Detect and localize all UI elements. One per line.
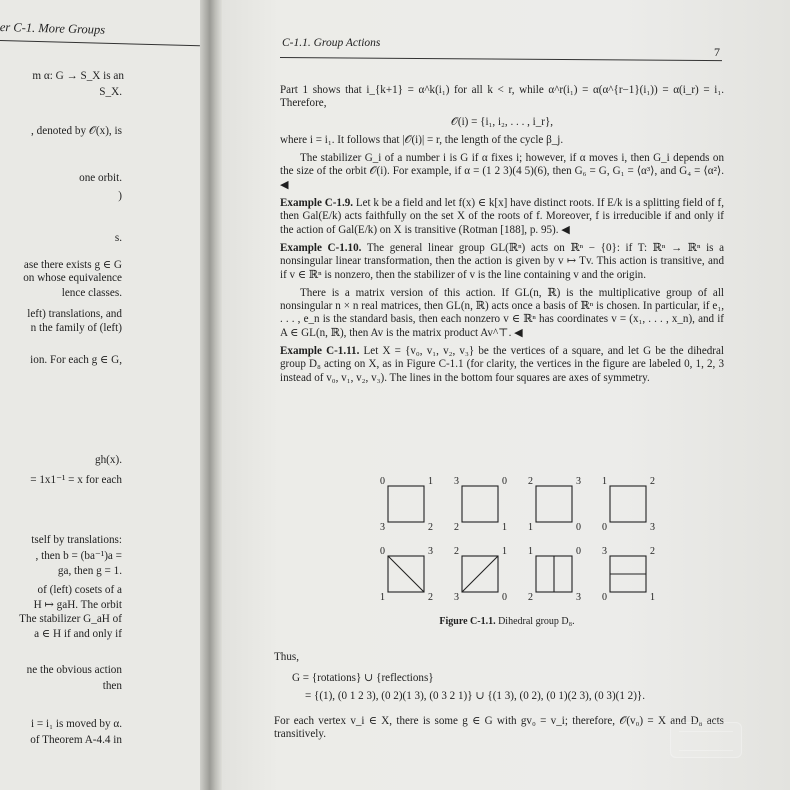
vertex-label: 3 [454, 592, 459, 603]
left-running-header: er C-1. More Groups [0, 20, 106, 37]
square-outline [462, 486, 498, 522]
dihedral-square [380, 476, 433, 533]
right-running-header: C-1.1. Group Actions [282, 37, 381, 49]
example-c-1-9-text: Let k be a field and let f(x) ∈ k[x] have distinct roots. If E/k is a splitting field of f, then Gal(E/k) acts faithfully on the set X of the roots of f. Moreover, f is irreducible if and only if the action of Gal(E/k) on X is transitive (Rotman [188], p. 95). ◀ [280, 197, 724, 236]
vertex-label: 3 [602, 546, 607, 557]
figure-dihedral-group [362, 474, 662, 634]
right-page [222, 0, 790, 790]
vertex-label: 2 [650, 476, 655, 487]
left-page-line: on whose equivalence [23, 272, 122, 284]
dihedral-square [528, 546, 581, 603]
paragraph-part1: Part 1 shows that i_{k+1} = α^k(i₁) for all k < r, while α^r(i₁) = α(α^{r−1}(i₁)) = α(i_r) = i₁. Therefore, [280, 84, 724, 110]
dihedral-square [528, 476, 581, 533]
book-gutter [200, 0, 222, 790]
example-c-1-10 [280, 242, 724, 282]
figure-caption-text: Dihedral group D₈. [498, 616, 575, 627]
example-c-1-9 [280, 197, 724, 237]
main-body-text [280, 84, 724, 390]
square-outline [388, 486, 424, 522]
example-c-1-11-text: Let X = {v₀, v₁, v₂, v₃} be the vertices of a square, and let G be the dihedral group D₈ acting on X, as in Figure C-1.1 (for clarity, the vertices in the figure are labeled 0, 1, 2, 3 instead of v₀, v₁, v₂, v₃). The lines in the bottom four squares are axes of symmetry. [280, 345, 725, 384]
example-c-1-10-label: Example C-1.10. [280, 241, 362, 254]
vertex-label: 3 [576, 592, 581, 603]
left-page-line: lence classes. [61, 287, 122, 299]
example-c-1-11 [280, 345, 724, 385]
left-page-line: , denoted by 𝒪(x), is [31, 125, 122, 137]
vertex-label: 1 [502, 546, 507, 557]
vertex-label: 0 [380, 546, 385, 557]
left-page-line: ion. For each g ∈ G, [30, 354, 122, 366]
dihedral-square [454, 476, 507, 533]
paragraph-matrix-version: There is a matrix version of this action. If GL(n, ℝ) is the multiplicative group of all nonsingular n × n real matrices, then GL(n, ℝ) acts once a basis of ℝⁿ is chosen. In particular, if e₁, . . . , e_n is the standard basis, then each nonzero v ∈ ℝⁿ has coordinates v = (x₁, . . . , x_n), and if A ∈ GL(n, ℝ), then Av is the matrix product Av^⊤. ◀ [280, 286, 724, 339]
left-page-line: a ∈ H if and only if [34, 628, 122, 640]
left-page-line: tself by translations: [31, 534, 122, 546]
example-c-1-11-label: Example C-1.11. [280, 345, 360, 358]
group-equation-line1: G = {rotations} ∪ {reflections} [292, 672, 434, 685]
left-page-line: gh(x). [94, 454, 122, 466]
paragraph-stabilizer: The stabilizer G_i of a number i is G if α fixes i; however, if α moves i, then G_i depends on the size of the orbit 𝒪(i). For example, if α = (1 2 3)(4 5)(6), then G₆ = G, G₁ = ⟨α³⟩, and G₄ = ⟨α²⟩. ◀ [280, 152, 724, 191]
vertex-label: 2 [428, 522, 433, 533]
left-page-line: of (left) cosets of a [37, 584, 122, 596]
left-page-line: i = i₁ is moved by α. [31, 718, 122, 730]
left-page-line: s. [114, 232, 122, 244]
vertex-label: 2 [528, 476, 533, 487]
example-c-1-10-text: The general linear group GL(ℝⁿ) acts on ℝⁿ − {0}: if T: ℝⁿ → ℝⁿ is a nonsingular linear transformation, then the action is given by v ↦ Tv. This action is transitive, and if v ∈ ℝⁿ is nonzero, then the stabilizer of v is the line containing v and the origin. [280, 241, 725, 281]
left-page-line: ne the obvious action [26, 664, 122, 676]
watermark-stamp [670, 722, 742, 758]
vertex-label: 2 [428, 592, 433, 603]
vertex-label: 1 [380, 592, 385, 603]
figure-caption [362, 616, 652, 627]
left-page-line: ase there exists g ∈ G [23, 259, 122, 271]
vertex-label: 0 [602, 522, 607, 533]
vertex-label: 1 [528, 546, 533, 557]
paragraph-orbit-length: where i = i₁. It follows that |𝒪(i)| = r, the length of the cycle β_j. [280, 133, 564, 146]
left-page-line: then [102, 680, 122, 692]
dihedral-square [380, 546, 433, 603]
left-header-rule [0, 40, 200, 46]
vertex-label: 1 [428, 476, 433, 487]
vertex-label: 1 [502, 522, 507, 533]
vertex-label: 2 [454, 522, 459, 533]
left-page-line: one orbit. [79, 172, 122, 184]
left-page [0, 0, 200, 790]
left-page-line: The stabilizer G_aH of [19, 613, 122, 625]
left-page-line: = 1x1⁻¹ = x for each [30, 474, 122, 486]
vertex-label: 1 [528, 522, 533, 533]
thus-word: Thus, [274, 651, 299, 663]
right-header-rule [280, 57, 722, 61]
figure-caption-label: Figure C-1.1. [439, 616, 496, 627]
conclusion-text [274, 651, 724, 741]
dihedral-squares-diagram [362, 474, 662, 614]
example-c-1-9-label: Example C-1.9. [280, 197, 354, 210]
square-outline [536, 486, 572, 522]
orbit-equation: 𝒪(i) = {i₁, i₂, . . . , i_r}, [450, 115, 554, 128]
left-page-line: H ↦ gaH. The orbit [33, 599, 122, 611]
symmetry-axis [462, 556, 498, 592]
square-outline [610, 486, 646, 522]
vertex-label: 1 [650, 592, 655, 603]
dihedral-square [602, 476, 655, 533]
left-page-line: m α: G → S_X is an [32, 70, 124, 82]
vertex-label: 2 [650, 546, 655, 557]
vertex-label: 3 [454, 476, 459, 487]
left-page-line: ga, then g = 1. [57, 565, 122, 577]
vertex-label: 0 [380, 476, 385, 487]
left-page-line: S_X. [99, 86, 122, 98]
dihedral-square [454, 546, 507, 603]
left-page-line: left) translations, and [27, 308, 122, 320]
left-page-line: ) [118, 190, 122, 202]
vertex-label: 2 [454, 546, 459, 557]
group-equation-line2: = {(1), (0 1 2 3), (0 2)(1 3), (0 3 2 1)} ∪ {(1 3), (0 2), (0 1)(2 3), (0 3)(1 2)}. [305, 689, 646, 702]
left-page-line: n the family of (left) [30, 322, 122, 334]
page-number: 7 [714, 45, 720, 59]
vertex-label: 0 [502, 592, 507, 603]
vertex-label: 3 [650, 522, 655, 533]
vertex-label: 0 [576, 522, 581, 533]
left-page-line: , then b = (ba⁻¹)a = [35, 550, 122, 562]
symmetry-axis [388, 556, 424, 592]
vertex-label: 3 [428, 546, 433, 557]
vertex-label: 0 [502, 476, 507, 487]
vertex-label: 0 [576, 546, 581, 557]
dihedral-square [602, 546, 655, 603]
vertex-label: 1 [602, 476, 607, 487]
vertex-label: 2 [528, 592, 533, 603]
left-page-line: of Theorem A-4.4 in [30, 734, 122, 746]
vertex-label: 0 [602, 592, 607, 603]
vertex-label: 3 [380, 522, 385, 533]
paragraph-transitive: For each vertex v_i ∈ X, there is some g ∈ G with gv₀ = v_i; therefore, 𝒪(v₀) = X and D₈ acts transitively. [274, 714, 724, 741]
vertex-label: 3 [576, 476, 581, 487]
